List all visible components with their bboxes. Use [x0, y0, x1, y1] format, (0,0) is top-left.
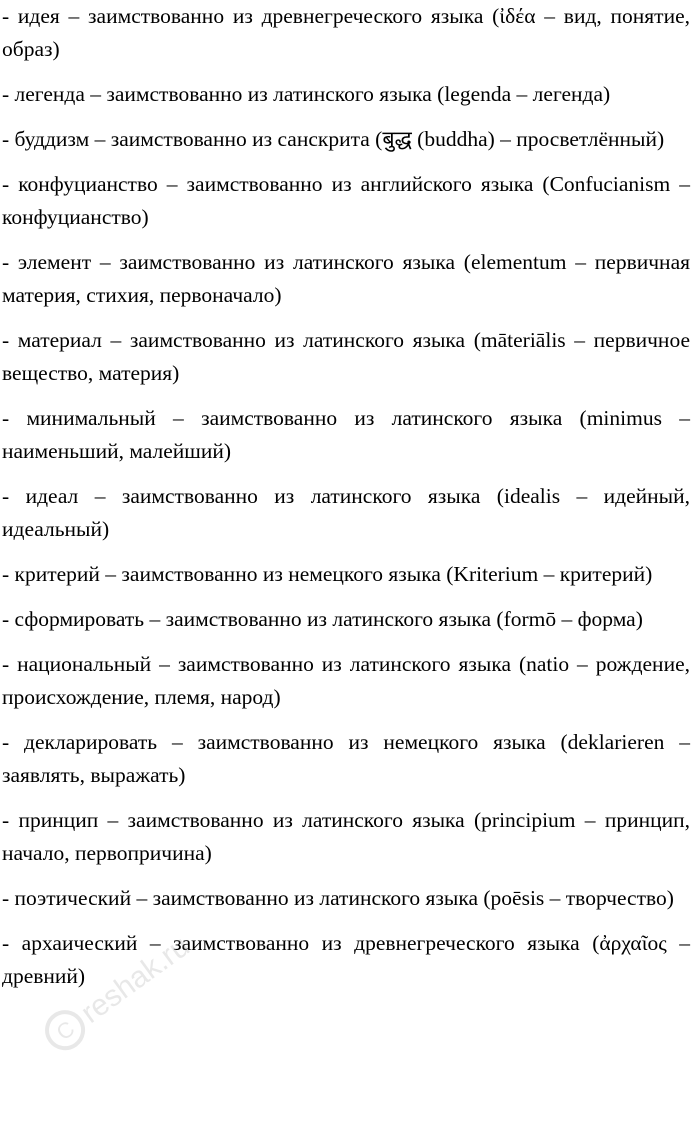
entry-material: - материал – заимствованно из латинского языка (māteriālis – первичное вещество, материя) — [2, 328, 690, 385]
watermark-text: reshak.ru — [75, 929, 196, 1030]
entry-idea: - идея – заимствованно из древнегреческого языка (ἰδέα – вид, понятие, образ) — [2, 4, 690, 61]
entry-legenda: - легенда – заимствованно из латинского языка (legenda – легенда) — [2, 82, 611, 106]
entry-ideal: - идеал – заимствованно из латинского языка (idealis – идейный, идеальный) — [2, 484, 690, 541]
entry-sformirovat: - сформировать – заимствованно из латинского языка (formō – форма) — [2, 607, 643, 631]
entry-kriterii: - критерий – заимствованно из немецкого языка (Kriterium – критерий) — [2, 562, 653, 586]
entry-natsionalnyi: - национальный – заимствованно из латинского языка (natio – рождение, происхождение, племя, народ) — [2, 652, 690, 709]
entry-poeticheskii: - поэтический – заимствованно из латинского языка (poēsis – творчество) — [2, 886, 674, 910]
entry-arkhaicheskii: - архаический – заимствованно из древнегреческого языка (ἀρχαῖος – древний) — [2, 931, 690, 988]
entry-element: - элемент – заимствованно из латинского языка (elementum – первичная материя, стихия, первоначало) — [2, 250, 690, 307]
document-body — [2, 0, 690, 1005]
entry-printsip: - принцип – заимствованно из латинского языка (principium – принцип, начало, первопричина) — [2, 808, 690, 865]
entry-konfutsianstvo: - конфуцианство – заимствованно из английского языка (Confucianism – конфуцианство) — [2, 172, 690, 229]
entry-deklarirovat: - декларировать – заимствованно из немецкого языка (deklarieren – заявлять, выражать) — [2, 730, 690, 787]
copyright-letter: C — [51, 1015, 80, 1046]
entry-buddizm: - буддизм – заимствованно из санскрита (बुद्ध (buddha) – просветлённый) — [2, 127, 665, 151]
entry-minimalnyi: - минимальный – заимствованно из латинского языка (minimus – наименьший, малейший) — [2, 406, 690, 463]
copyright-circle — [40, 1005, 90, 1055]
